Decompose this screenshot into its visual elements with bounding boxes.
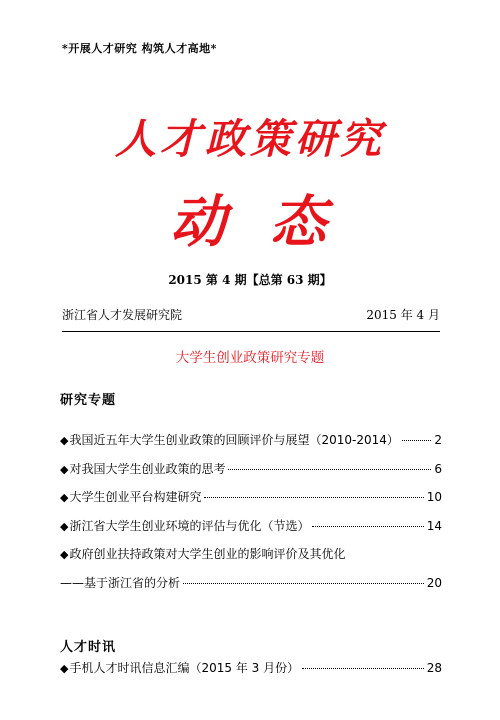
toc-entry-title: 对我国大学生创业政策的思考 xyxy=(69,462,226,476)
toc-entry-page: 6 xyxy=(434,462,442,476)
toc-entry-title: 大学生创业平台构建研究 xyxy=(69,490,202,504)
toc-entry-page: 28 xyxy=(426,661,442,675)
issue-number: 2015 第 4 期【总第 63 期】 xyxy=(168,273,332,287)
toc-entry-subtitle: ——基于浙江省的分析 xyxy=(60,576,181,590)
dot-leader xyxy=(402,440,431,441)
special-topic-title: 大学生创业政策研究专题 xyxy=(175,350,325,366)
diamond-bullet-icon: ◆ xyxy=(60,548,69,561)
toc-entry-continuation[interactable] xyxy=(60,574,442,592)
publisher-name: 浙江省人才发展研究院 xyxy=(62,308,183,322)
section-heading-news: 人才时讯 xyxy=(60,640,117,655)
toc-entry-page: 14 xyxy=(426,519,442,533)
diamond-bullet-icon: ◆ xyxy=(60,463,69,476)
toc-entry-title: 手机人才时讯信息汇编（2015 年 3 月份） xyxy=(69,661,300,675)
dot-leader xyxy=(183,583,424,584)
toc-entry[interactable] xyxy=(60,659,442,677)
diamond-bullet-icon: ◆ xyxy=(60,491,69,504)
toc-entry-title: 政府创业扶持政策对大学生创业的影响评价及其优化 xyxy=(69,547,346,561)
toc-entry[interactable] xyxy=(60,460,442,478)
header-divider xyxy=(62,331,440,332)
toc-entry[interactable] xyxy=(60,545,442,563)
toc-entry-page: 20 xyxy=(426,576,442,590)
toc-entry-page: 10 xyxy=(426,490,442,504)
dot-leader xyxy=(312,526,423,527)
toc-entry-page: 2 xyxy=(434,433,442,447)
masthead-motto: *开展人才研究 构筑人才高地* xyxy=(62,42,217,55)
publication-subtitle: 动态 xyxy=(170,189,370,255)
toc-entry-title: 我国近五年大学生创业政策的回顾评价与展望（2010-2014） xyxy=(69,433,399,447)
toc-entry-title: 浙江省大学生创业环境的评估与优化（节选） xyxy=(69,519,310,533)
dot-leader xyxy=(302,668,424,669)
toc-entry[interactable] xyxy=(60,488,442,506)
dot-leader xyxy=(228,469,431,470)
dot-leader xyxy=(204,497,423,498)
toc-entry[interactable] xyxy=(60,431,442,449)
section-heading-research: 研究专题 xyxy=(60,393,117,408)
publication-date: 2015 年 4 月 xyxy=(366,308,440,322)
diamond-bullet-icon: ◆ xyxy=(60,520,69,533)
publication-title: 人才政策研究 xyxy=(115,115,385,163)
toc-entry[interactable] xyxy=(60,517,442,535)
diamond-bullet-icon: ◆ xyxy=(60,662,69,675)
diamond-bullet-icon: ◆ xyxy=(60,434,69,447)
